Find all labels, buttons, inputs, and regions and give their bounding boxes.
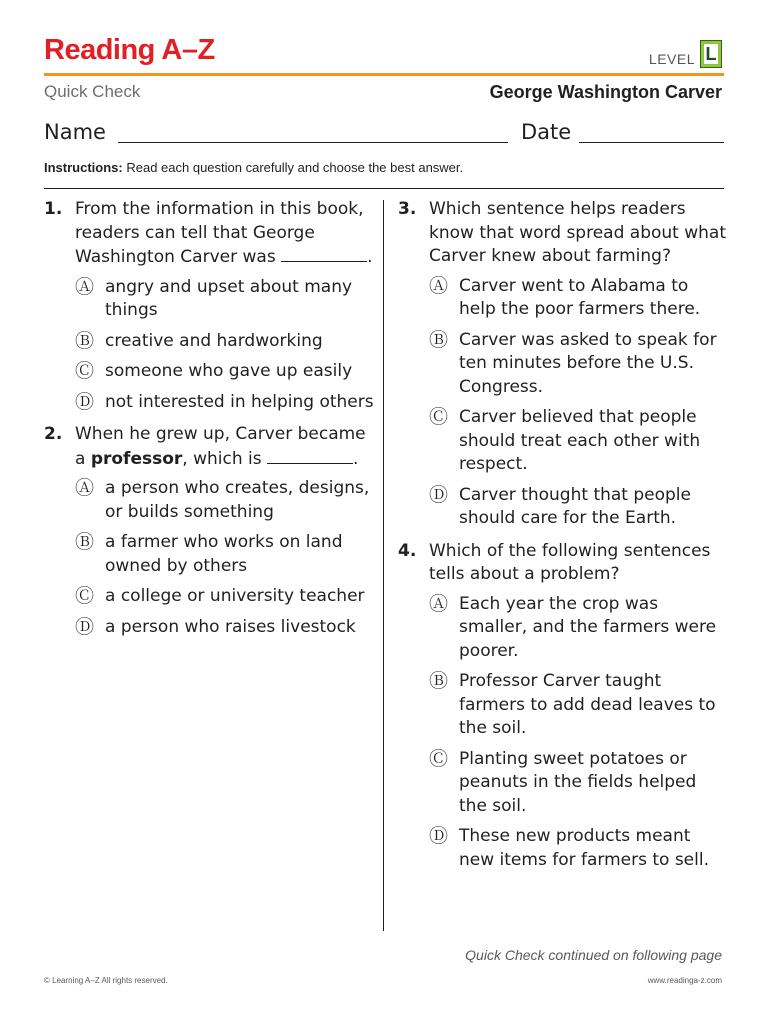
choice-text: Carver thought that people should care for the Earth.: [459, 484, 691, 528]
choice-a[interactable]: [429, 275, 728, 322]
choice-c[interactable]: [429, 406, 728, 477]
choice-c-bubble[interactable]: Ⓒ: [429, 747, 449, 770]
instructions: [44, 160, 463, 175]
choice-d[interactable]: [429, 484, 728, 531]
choice-d[interactable]: [75, 616, 374, 640]
choice-text: a person who raises livestock: [105, 616, 356, 637]
choice-d-bubble[interactable]: Ⓓ: [75, 615, 95, 638]
level-label: LEVEL: [648, 51, 695, 67]
level-letter: L: [705, 44, 717, 64]
choice-b[interactable]: [75, 531, 374, 578]
choice-a-bubble[interactable]: Ⓐ: [429, 592, 449, 615]
choice-text: angry and upset about many things: [105, 276, 353, 320]
choice-text: Carver believed that people should treat each other with respect.: [459, 407, 701, 474]
choice-b-bubble[interactable]: Ⓑ: [429, 328, 449, 351]
choice-text: Planting sweet potatoes or peanuts in the fields helped the soil.: [459, 748, 697, 816]
right-column: [398, 198, 728, 881]
question-text: When he grew up, Carver became a professor, which is .: [75, 424, 366, 469]
choice-c[interactable]: [75, 585, 374, 609]
choice-text: Carver went to Alabama to help the poor farmers there.: [459, 275, 701, 319]
choice-d[interactable]: [75, 391, 374, 415]
choice-text: creative and hardworking: [105, 330, 323, 351]
choice-text: not interested in helping others: [105, 391, 374, 412]
choice-a[interactable]: [75, 276, 374, 323]
answer-blank: [267, 447, 353, 464]
question-text: From the information in this book, readers can tell that George Washington Carver was .: [75, 199, 373, 267]
question-4: [398, 540, 728, 873]
instructions-lead: Instructions:: [44, 160, 123, 175]
date-field[interactable]: [579, 142, 724, 143]
choice-b[interactable]: [429, 670, 728, 741]
date-label: Date: [521, 120, 572, 144]
choice-text: a college or university teacher: [105, 586, 365, 606]
name-date-row: [44, 120, 724, 148]
section-label: Quick Check: [44, 82, 141, 101]
choice-d[interactable]: [429, 825, 728, 872]
question-text: Which of the following sentences tells about a problem?: [429, 540, 711, 584]
choice-text: These new products meant new items for farmers to sell.: [459, 826, 709, 870]
question-number: 4.: [398, 540, 417, 561]
book-title: George Washington Carver: [489, 82, 722, 102]
choice-d-bubble[interactable]: Ⓓ: [429, 825, 449, 847]
choice-b-bubble[interactable]: Ⓑ: [429, 670, 449, 692]
choice-text: someone who gave up easily: [105, 361, 353, 381]
choice-text: Each year the crop was smaller, and the farmers were poorer.: [459, 593, 717, 661]
choice-b[interactable]: [429, 329, 728, 400]
question-3: [398, 198, 728, 531]
logo: Reading A–Z: [44, 34, 215, 66]
website-link: www.readinga-z.com: [647, 976, 722, 985]
choice-text: Professor Carver taught farmers to add dead leaves to the soil.: [459, 671, 716, 738]
choice-a[interactable]: [429, 593, 728, 664]
instructions-rule: [44, 188, 724, 189]
choice-a-bubble[interactable]: Ⓐ: [75, 275, 95, 298]
choice-text: Carver was asked to speak for ten minutes before the U.S. Congress.: [459, 329, 717, 397]
question-number: 3.: [398, 199, 417, 219]
question-number: 1.: [44, 199, 63, 219]
choice-b[interactable]: [75, 330, 374, 354]
continued-note: Quick Check continued on following page: [465, 947, 722, 963]
choice-d-bubble[interactable]: Ⓓ: [429, 483, 449, 506]
header-rule: [44, 73, 724, 76]
level-badge: [700, 40, 722, 68]
choice-a[interactable]: [75, 477, 374, 524]
choice-d-bubble[interactable]: Ⓓ: [75, 390, 95, 413]
question-number: 2.: [44, 424, 63, 444]
copyright: © Learning A–Z All rights reserved.: [44, 976, 168, 985]
choice-text: a person who creates, designs, or builds something: [105, 478, 370, 522]
choice-c[interactable]: [429, 748, 728, 819]
choice-a-bubble[interactable]: Ⓐ: [429, 274, 449, 297]
choice-c-bubble[interactable]: Ⓒ: [429, 406, 449, 428]
answer-blank: [281, 245, 367, 262]
level-indicator: [649, 40, 722, 68]
name-label: Name: [44, 120, 106, 144]
choice-text: a farmer who works on land owned by others: [105, 532, 343, 576]
question-text: Which sentence helps readers know that word spread about what Carver knew about farming?: [429, 199, 726, 266]
question-2: [44, 423, 374, 639]
question-1: [44, 198, 374, 414]
choice-b-bubble[interactable]: Ⓑ: [75, 531, 95, 553]
choice-c-bubble[interactable]: Ⓒ: [75, 360, 95, 382]
choice-b-bubble[interactable]: Ⓑ: [75, 329, 95, 352]
choice-c[interactable]: [75, 360, 374, 384]
column-divider: [383, 200, 384, 931]
choice-c-bubble[interactable]: Ⓒ: [75, 585, 95, 607]
name-field[interactable]: [118, 142, 508, 143]
choice-a-bubble[interactable]: Ⓐ: [75, 477, 95, 499]
left-column: [44, 198, 374, 648]
instructions-text: Read each question carefully and choose the best answer.: [126, 160, 464, 175]
